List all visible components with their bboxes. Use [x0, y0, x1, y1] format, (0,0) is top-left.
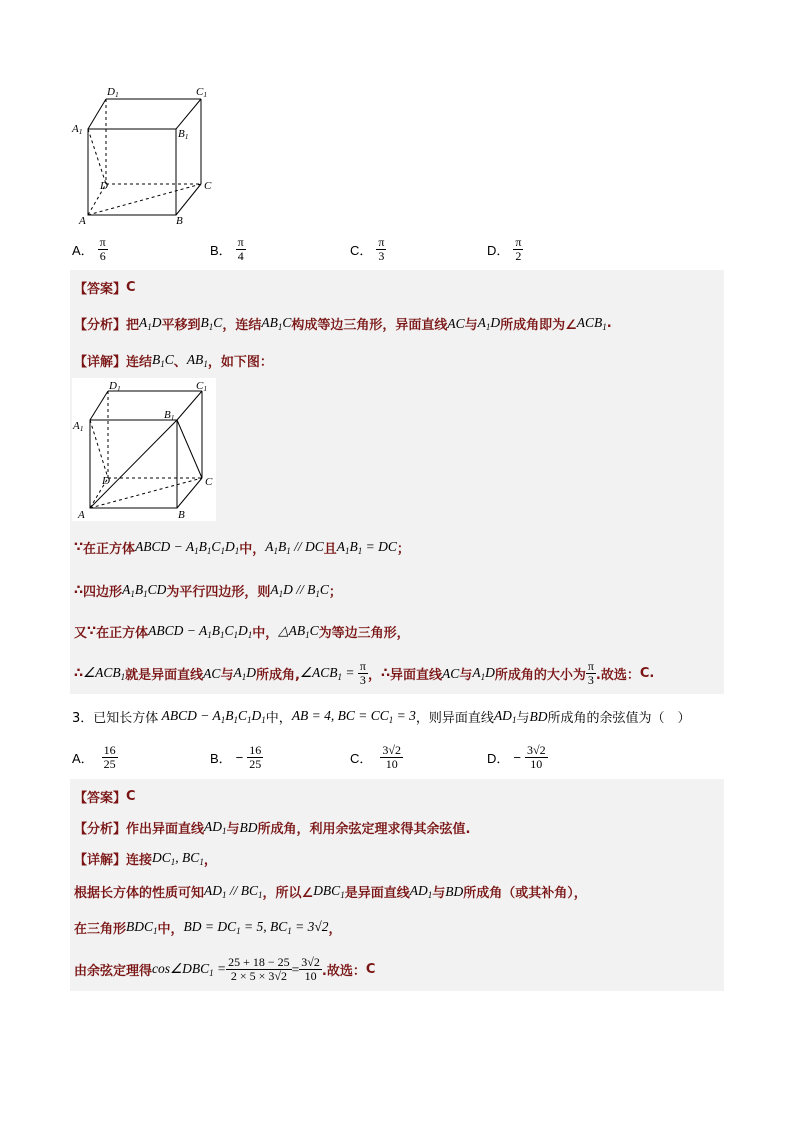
label-D1: D1: [107, 86, 119, 99]
label2-B1: B1: [164, 409, 175, 422]
q3-option-d: D． − $\frac{3√2}{10}$: [487, 743, 546, 771]
label-C: C: [204, 180, 212, 192]
label-A1: A1: [72, 123, 83, 136]
label2-C: C: [205, 476, 213, 488]
q3-option-a: A． $\frac{16}{25}$: [72, 743, 116, 771]
q2-option-c: C． $\frac{\pi}{3}$: [350, 235, 385, 263]
cube-figure-2: [72, 378, 216, 521]
q2-step-2: ∴ 四边形 $A_1B_1CD$ 为平行四边形，则 $A_1D // B_1C$ ；: [74, 582, 342, 600]
label2-A: A: [78, 509, 85, 521]
label-B: B: [176, 215, 183, 227]
q3-detail: 【详解】 连接 $DC_1$, $BC_1$ ，: [74, 850, 217, 868]
label2-B: B: [178, 509, 185, 521]
q3-line-4: 由余弦定理得 $\cos\angle DBC_1$ = $\frac{25 + 18 - 25}{2 \times 5 \times 3√2}$ = $\frac{3√2}{10}$ .故选： C: [74, 955, 376, 983]
label2-D1: D1: [109, 380, 121, 393]
q2-analysis: 【分析】 把 $A_1D$ 平移到 $B_1C$ ，连结 $AB_1C$ 构成等边三角形，异面直线 AC 与 $A_1D$ 所成角即为∠ $ACB_1$ .: [74, 315, 612, 333]
q3-option-b: B． − $\frac{16}{25}$: [210, 743, 262, 771]
q2-step-3: 又 ∵ 在正方体 ABCD − $A_1B_1C_1D_1$ 中， $\triangle AB_1C$ 为等边三角形，: [74, 623, 410, 641]
label-C1: C1: [196, 86, 208, 99]
q2-step-4: ∴ $\angle ACB_1$ 就是异面直线 AC 与 $A_1D$ 所成角, $\angle ACB_1$ = $\frac{\pi}{3}$ ， ∴ 异面直线 AC 与 $A_1D$ 所成角的大小为 $\frac{\pi}{3}$ .故选： C .: [74, 659, 655, 687]
q2-answer: 【答案】 C: [74, 280, 136, 297]
q3-line-3: 在三角形 $BDC_1$ 中， BD = $DC_1 = 5$, $BC_1 = 3√2$ ，: [74, 919, 342, 937]
label-B1: B1: [178, 128, 189, 141]
q3-analysis: 【分析】 作出异面直线 $AD_1$ 与 BD 所成角，利用余弦定理求得其余弦值.: [74, 819, 471, 837]
label2-D: D: [102, 475, 110, 487]
label2-C1: C1: [196, 380, 208, 393]
q3-stem: 3． 已知长方体 ABCD − $A_1B_1C_1D_1$ 中， AB = 4, BC = $CC_1 = 3$ ，则异面直线 $AD_1$ 与 BD 所成角的余弦值为（ ）: [72, 708, 691, 726]
q2-step-1: ∵ 在正方体 ABCD − $A_1B_1C_1D_1$ 中， $A_1B_1$ // DC 且 $A_1B_1$ = DC ；: [74, 539, 410, 557]
q3-option-c: C． $\frac{3√2}{10}$: [350, 743, 401, 771]
q2-option-a: A． $\frac{\pi}{6}$: [72, 235, 106, 263]
cube-figure-1: [70, 82, 230, 232]
q2-option-d: D． $\frac{\pi}{2}$: [487, 235, 522, 263]
label2-A1: A1: [73, 420, 84, 433]
q2-option-b: B． $\frac{\pi}{4}$: [210, 235, 244, 263]
label-A: A: [79, 215, 86, 227]
q3-line-2: 根据长方体的性质可知 $AD_1 // BC_1$ ，所以∠ $DBC_1$ 是异面直线 $AD_1$ 与 BD 所成角（或其补角），: [74, 883, 587, 901]
q2-detail: 【详解】 连结 $B_1C$ 、 $AB_1$ ，如下图：: [74, 352, 273, 370]
q3-answer: 【答案】 C: [74, 789, 136, 806]
label-D: D: [100, 180, 108, 192]
